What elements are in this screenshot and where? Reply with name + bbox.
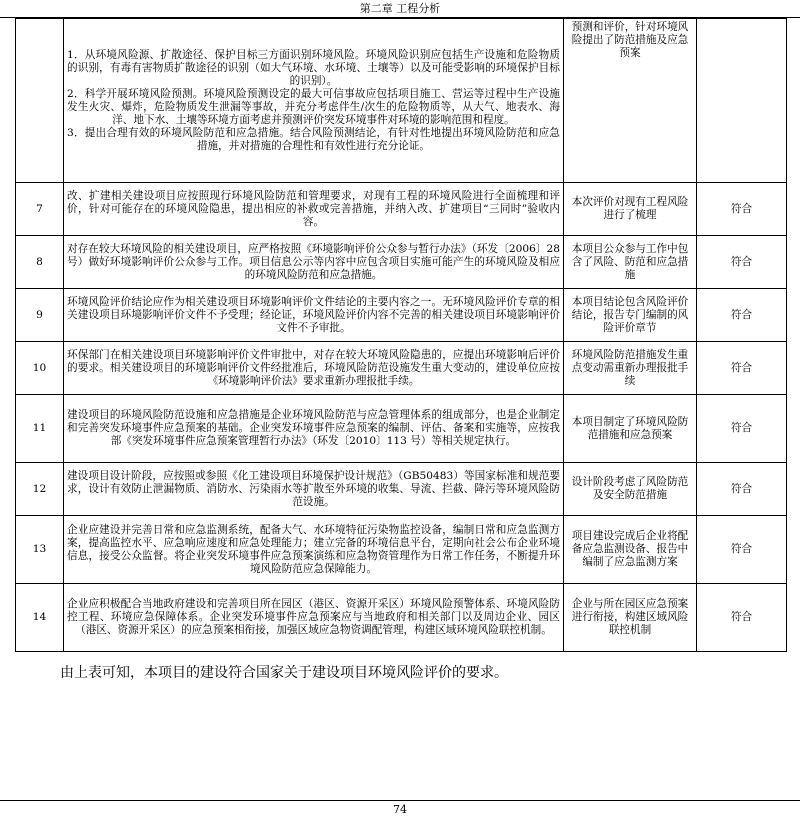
table-row [16,463,787,516]
project-status-cell: 环境风险防范措施发生重点变动需重新办理报批手续 [564,342,697,395]
compliance-result: 符合 [697,584,787,652]
compliance-result: 符合 [697,463,787,516]
requirement-cell [64,516,564,584]
requirement-cell [64,289,564,342]
footer-divider [0,800,800,801]
project-status-cell: 预测和评价，针对环境风险提出了防范措施及应急预案 [564,19,697,183]
table-row [16,395,787,463]
requirement-paragraph: 2．科学开展环境风险预测。环境风险预测设定的最大可信事故应包括项目施工、营运等过程中生产设施发生火灾、爆炸，危险物质发生泄漏等事故，并充分考虑伴生/次生的危险物质等，从大气、地表水、海洋、地下水、土壤等环境方面考虑并预测评价突发环境事件对环境的影响范围和程度。 [67,87,560,126]
table-row [16,289,787,342]
row-number: 13 [16,516,64,584]
requirement-paragraph: 建设项目的环境风险防范设施和应急措施是企业环境风险防范与应急管理体系的组成部分，也是企业制定和完善突发环境事件应急预案的基础。企业突发环境事件应急预案的编制、评估、备案和实施等，应按我部《突发环境事件应急预案管理暂行办法》（环发〔2010〕113 号）等相关规定执行。 [67,409,560,447]
requirement-paragraph: 1．从环境风险源、扩散途径、保护目标三方面识别环境风险。环境风险识别应包括生产设施和危险物质的识别，有毒有害物质扩散途径的识别（如大气环境、水环境、土壤等）以及可能受影响的环境保护目标的识别）。 [67,48,560,87]
row-number: 9 [16,289,64,342]
requirement-paragraph: 企业应建设并完善日常和应急监测系统，配备大气、水环境特征污染物监控设备，编制日常和应急监测方案，提高监控水平、应急响应速度和应急处理能力；建立完备的环境信息平台，定期向社会公布企业环境信息，接受公众监督。将企业突发环境事件应急预案演练和应急物资管理作为日常工作任务，不断提升环境风险防范应急保障能力。 [67,523,560,575]
page-number: 74 [393,803,407,816]
project-status-cell: 设计阶段考虑了风险防范及安全防范措施 [564,463,697,516]
project-status-cell: 本项目结论包含风险评价结论，报告专门编制的风险评价章节 [564,289,697,342]
requirement-paragraph: 改、扩建相关建设项目应按照现行环境风险防范和管理要求，对现有工程的环境风险进行全面梳理和评价，针对可能存在的环境风险隐患，提出相应的补救或完善措施，并纳入改、扩建项目“三同时”验收内容。 [67,189,560,228]
row-number: 7 [16,183,64,236]
compliance-result: 符合 [697,342,787,395]
requirement-paragraph: 3．提出合理有效的环境风险防范和应急措施。结合风险预测结论，有针对性地提出环境风险防范和应急措施，并对措施的合理性和有效性进行充分论证。 [67,126,560,152]
table-row [16,584,787,652]
requirement-cell [64,236,564,289]
project-status-cell: 本次评价对现有工程风险进行了梳理 [564,183,697,236]
project-status-cell: 企业与所在园区应急预案进行衔接，构建区域风险联控机制 [564,584,697,652]
project-status-cell: 本项目公众参与工作中包含了风险、防范和应急措施 [564,236,697,289]
table-row [16,342,787,395]
requirement-paragraph: 环境风险评价结论应作为相关建设项目环境影响评价文件结论的主要内容之一。无环境风险评价专章的相关建设项目环境影响评价文件不予受理；经论证，环境风险评价内容不完善的相关建设项目环境影响评价文件不予审批。 [67,295,560,334]
compliance-result: 符合 [697,289,787,342]
row-number: 12 [16,463,64,516]
requirement-cell [64,342,564,395]
row-number: 14 [16,584,64,652]
compliance-table [15,18,787,652]
row-number: 11 [16,395,64,463]
compliance-result: 符合 [697,395,787,463]
requirement-paragraph: 建设项目设计阶段，应按照或参照《化工建设项目环境保护设计规范》（GB50483）等国家标准和规范要求，设计有效防止泄漏物质、消防水、污染雨水等扩散至外环境的收集、导流、拦截、降污等环境风险防范设施。 [67,469,560,508]
requirement-paragraph: 企业应积极配合当地政府建设和完善项目所在园区（港区、资源开采区）环境风险预警体系、环境风险防控工程、环境应急保障体系。企业突发环境事件应急预案应与当地政府和相关部门以及周边企业、园区（港区、资源开采区）的应急预案相衔接，加强区域应急物资调配管理，构建区域环境风险联控机制。 [67,598,560,636]
requirement-cell [64,584,564,652]
row-number: 8 [16,236,64,289]
compliance-result [697,19,787,183]
chapter-title: 第二章 工程分析 [359,2,441,15]
table-row [16,183,787,236]
conclusion-text: 由上表可知，本项目的建设符合国家关于建设项目环境风险评价的要求。 [60,665,508,681]
requirement-cell [64,19,564,183]
table-row [16,516,787,584]
requirement-cell [64,183,564,236]
requirement-paragraph: 环保部门在相关建设项目环境影响评价文件审批中，对存在较大环境风险隐患的，应提出环境影响后评价的要求。相关建设项目的环境影响评价文件经批准后，环境风险防范设施发生重大变动的，建设单位应按《环境影响评价法》要求重新办理报批手续。 [67,348,560,387]
row-number [16,19,64,183]
table-row [16,19,787,183]
requirement-paragraph: 对存在较大环境风险的相关建设项目，应严格按照《环境影响评价公众参与暂行办法》（环发〔2006〕28 号）做好环境影响评价公众参与工作。项目信息公示等内容中应包含项目实施可能产生的环境风险及相应的环境风险防范和应急措施。 [67,242,560,281]
compliance-result: 符合 [697,183,787,236]
page-header [0,0,800,18]
requirement-cell [64,463,564,516]
project-status-cell: 本项目制定了环境风险防范措施和应急预案 [564,395,697,463]
project-status-cell: 项目建设完成后企业将配备应急监测设备、报告中编制了应急监测方案 [564,516,697,584]
row-number: 10 [16,342,64,395]
compliance-result: 符合 [697,516,787,584]
requirement-cell [64,395,564,463]
compliance-result: 符合 [697,236,787,289]
table-row [16,236,787,289]
